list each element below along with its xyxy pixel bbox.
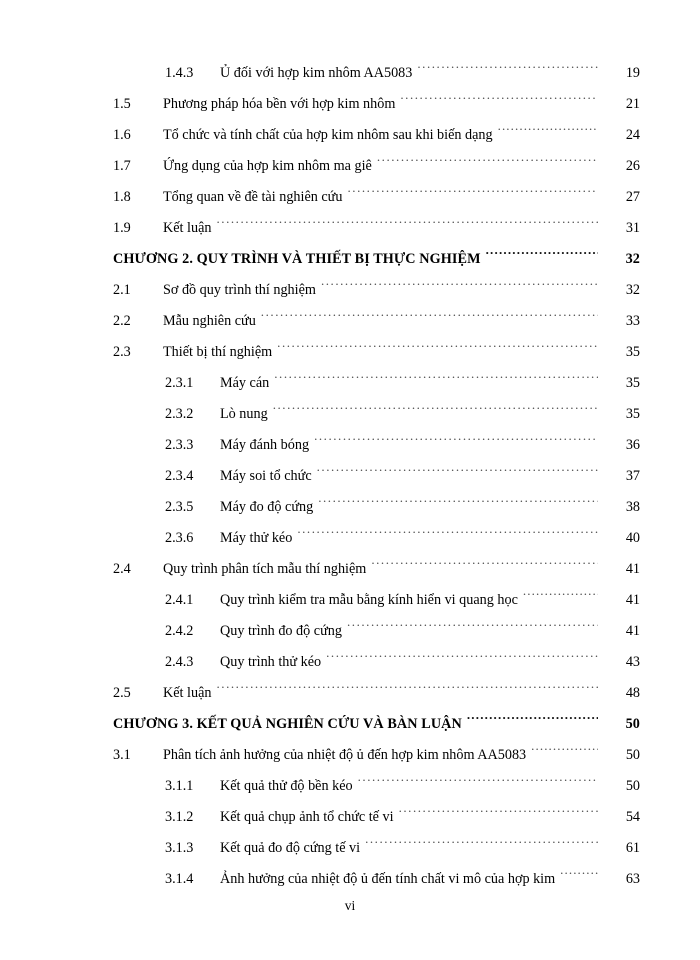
toc-dot-leader [297,528,598,542]
toc-entry[interactable] [63,616,640,647]
toc-entry-number: 1.6 [113,127,131,143]
toc-entry[interactable] [63,337,640,368]
toc-dot-leader [377,156,598,170]
toc-entry-page-number: 38 [625,499,640,515]
toc-entry[interactable] [63,802,640,833]
toc-entry[interactable] [63,678,640,709]
toc-entry-page-number: 41 [625,592,640,608]
toc-entry-number: 2.3.3 [165,437,194,453]
toc-entry-number: 1.7 [113,158,131,174]
toc-entry-page-number: 48 [625,685,640,701]
toc-entry-number: 3.1 [113,747,131,763]
toc-entry-title: Kết quả thử độ bền kéo [220,778,353,794]
toc-entry-number: 2.4 [113,561,131,577]
toc-entry-page-number: 19 [625,65,640,81]
toc-entry-number: 1.9 [113,220,131,236]
toc-entry-page-number: 31 [625,220,640,236]
toc-dot-leader [531,745,598,759]
toc-entry-number: 3.1.1 [165,778,194,794]
toc-entry-page-number: 63 [625,871,640,887]
page-number-footer: vi [344,898,356,913]
toc-entry-page-number: 41 [625,623,640,639]
toc-entry[interactable] [63,554,640,585]
toc-entry-page-number: 36 [625,437,640,453]
toc-entry-title: Phân tích ảnh hưởng của nhiệt độ ủ đến hợp kim nhôm AA5083 [163,747,527,763]
toc-entry-number: 2.3.5 [165,499,194,515]
toc-entry[interactable] [63,182,640,213]
toc-dot-leader [486,249,598,263]
toc-dot-leader [274,373,598,387]
toc-entry[interactable] [63,120,640,151]
toc-entry-number: 1.5 [113,96,131,112]
toc-entry[interactable] [63,89,640,120]
toc-entry-number: 3.1.2 [165,809,194,825]
toc-entry[interactable] [63,213,640,244]
toc-dot-leader [467,714,598,728]
toc-entry-number: 2.3.4 [165,468,194,484]
toc-entry[interactable] [63,461,640,492]
toc-dot-leader [371,559,598,573]
toc-entry[interactable] [63,833,640,864]
toc-dot-leader [261,311,598,325]
toc-entry[interactable] [63,275,640,306]
toc-entry-page-number: 54 [625,809,640,825]
toc-dot-leader [347,187,598,201]
toc-entry-number: 2.2 [113,313,131,329]
toc-entry-number: 1.4.3 [165,65,194,81]
toc-entry[interactable] [63,492,640,523]
toc-entry-title: Thiết bị thí nghiệm [163,344,273,360]
toc-entry-title: Kết luận [163,685,212,701]
toc-entry-title: Quy trình kiểm tra mẫu bằng kính hiển vi quang học [220,592,518,608]
toc-dot-leader [523,590,598,604]
toc-dot-leader [216,683,598,697]
toc-entry-number: 2.3.2 [165,406,194,422]
toc-dot-leader [417,63,598,77]
toc-entry[interactable] [63,151,640,182]
toc-dot-leader [317,466,598,480]
toc-entry-number: 3.1.4 [165,871,194,887]
toc-entry-page-number: 26 [625,158,640,174]
toc-entry-page-number: 40 [625,530,640,546]
toc-entry-page-number: 21 [625,96,640,112]
toc-entry-number: 3.1.3 [165,840,194,856]
toc-dot-leader [318,497,598,511]
toc-dot-leader [321,280,598,294]
toc-entry[interactable] [63,430,640,461]
toc-dot-leader [399,807,598,821]
toc-entry-title: Kết luận [163,220,212,236]
toc-entry-title: Kết quả đo độ cứng tế vi [220,840,361,856]
toc-dot-leader [216,218,598,232]
toc-entry-page-number: 35 [625,344,640,360]
toc-entry-page-number: 35 [625,406,640,422]
toc-dot-leader [560,869,598,883]
toc-dot-leader [400,94,598,108]
toc-dot-leader [273,404,598,418]
toc-entry-title: Mẫu nghiên cứu [163,313,256,329]
toc-dot-leader [365,838,598,852]
toc-dot-leader [314,435,598,449]
toc-entry-number: 2.3.6 [165,530,194,546]
toc-entry-page-number: 50 [625,716,640,732]
toc-entry-title: Máy cán [220,375,270,391]
toc-entry-page-number: 35 [625,375,640,391]
toc-entry-page-number: 33 [625,313,640,329]
toc-entry-title: Ảnh hưởng của nhiệt độ ủ đến tính chất vi mô của hợp kim [220,871,556,887]
toc-entry-page-number: 32 [625,251,640,267]
toc-entry[interactable] [63,771,640,802]
toc-entry-title: Ủ đối với hợp kim nhôm AA5083 [220,65,413,81]
toc-chapter-entry[interactable] [63,709,640,740]
toc-entry-title: Phương pháp hóa bền với hợp kim nhôm [163,96,396,112]
toc-entry-page-number: 43 [625,654,640,670]
toc-entry-title: Ứng dụng của hợp kim nhôm ma giê [163,158,372,174]
toc-entry-number: 2.4.1 [165,592,194,608]
toc-entry-title: Kết quả chụp ảnh tổ chức tế vi [220,809,394,825]
toc-entry-title: Tổng quan về đề tài nghiên cứu [163,189,343,205]
toc-entry-number: 1.8 [113,189,131,205]
toc-dot-leader [326,652,598,666]
toc-entry[interactable] [63,399,640,430]
toc-entry[interactable] [63,740,640,771]
toc-entry-number: 2.3.1 [165,375,194,391]
toc-entry-page-number: 37 [625,468,640,484]
toc-entry-number: 2.5 [113,685,131,701]
toc-chapter-entry[interactable] [63,244,640,275]
toc-entry-title: Lò nung [220,406,268,422]
toc-entry-page-number: 50 [625,747,640,763]
toc-entry-title: Sơ đồ quy trình thí nghiệm [163,282,316,298]
toc-entry-page-number: 24 [625,127,640,143]
toc-entry[interactable] [63,585,640,616]
toc-entry-title: CHƯƠNG 2. QUY TRÌNH VÀ THIẾT BỊ THỰC NGHIỆM [113,251,481,267]
toc-entry[interactable] [63,58,640,89]
toc-entry-number: 2.1 [113,282,131,298]
toc-entry-list [63,58,640,895]
toc-entry-title: Máy soi tổ chức [220,468,312,484]
toc-dot-leader [347,621,598,635]
toc-entry[interactable] [63,523,640,554]
toc-entry[interactable] [63,306,640,337]
toc-entry[interactable] [63,864,640,895]
toc-entry-page-number: 61 [625,840,640,856]
toc-entry[interactable] [63,647,640,678]
toc-dot-leader [498,125,598,139]
toc-dot-leader [277,342,598,356]
toc-entry-title: Tổ chức và tính chất của hợp kim nhôm sau khi biến dạng [163,127,493,143]
toc-entry-title: Máy đánh bóng [220,437,310,453]
toc-entry-title: Quy trình thử kéo [220,654,322,670]
toc-entry-page-number: 50 [625,778,640,794]
toc-entry-title: Quy trình đo độ cứng [220,623,342,639]
toc-entry[interactable] [63,368,640,399]
toc-entry-title: CHƯƠNG 3. KẾT QUẢ NGHIÊN CỨU VÀ BÀN LUẬN [113,716,462,732]
toc-dot-leader [358,776,598,790]
toc-entry-number: 2.4.3 [165,654,194,670]
toc-entry-title: Máy thử kéo [220,530,293,546]
toc-entry-title: Máy đo độ cứng [220,499,314,515]
toc-entry-page-number: 27 [625,189,640,205]
toc-entry-page-number: 32 [625,282,640,298]
toc-entry-number: 2.3 [113,344,131,360]
toc-entry-page-number: 41 [625,561,640,577]
toc-entry-number: 2.4.2 [165,623,194,639]
toc-entry-title: Quy trình phân tích mẫu thí nghiệm [163,561,367,577]
